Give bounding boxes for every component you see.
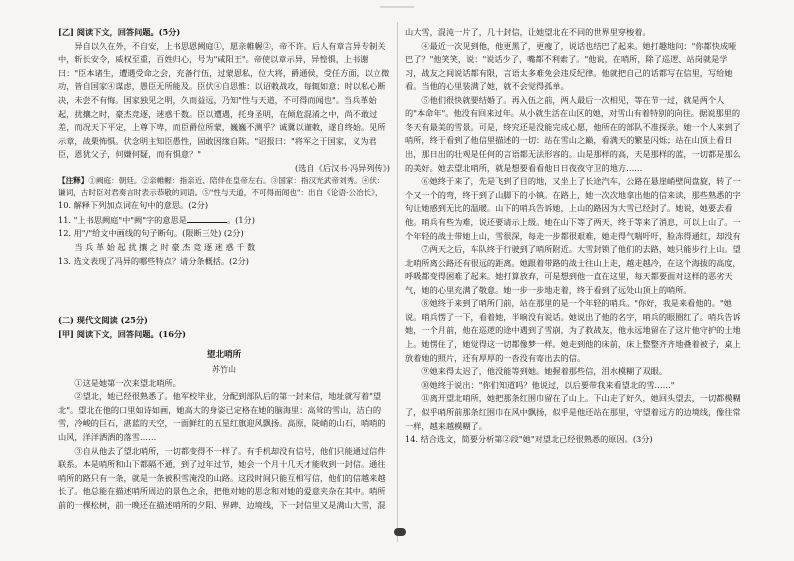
question-11 [58,213,390,228]
paragraph-4: ④最近一次见到他，他更黑了，更瘦了，说话也结巴了起来。她打趣地问："你都快成哑巴了？"他笑笑，说："说话少了，嘴都不利索了。"他说，在哨所，除了巡逻、站岗就是学习，战友之间说话都有限，言语太多难免会违反纪律。他就把自己的话都写在信里，写给她看。当他的心里装满了她，就不会觉得孤单。 [405,40,737,92]
question-11-score: 。(1分) [226,214,255,225]
question-12-sentence: 当 兵 革 始 起 扰 攘 之 时 豪 杰 竞 逐 迷 惑 千 数 [74,241,256,252]
answer-space [58,268,390,314]
paragraph-3: ③自从他去了望北哨所，一切都变得不一样了。有手机却没有信号，他们只能通过信件联系。本是哨所和山下都隔不通，到了过年过节，她会一个月十几天才能收到一封信。通往哨所的路只有一条，就是一条被积雪淹没的山路。这段时间只能互相写信，他们的信越来越长了。他总能在描述哨所周边的景色之余，把他对她的思念和对她的爱意夹杂在其中。哨所前的一棵松树，前一晚还在描述哨所的夕阳、界碑、边境线，下一封信里又是满山大雪，混 [58,445,386,510]
paragraph-9: ⑨她来得太迟了，他没能等到她。她握着那些信，泪水模糊了双眼。 [421,366,668,377]
yi-heading: [乙] 阅读下文，回答问题。(5分) [58,27,181,37]
paragraph-3-cont: 山大雪，混沌一片了，几十封信，让她望北在不同的世界里穿梭着。 [405,27,651,37]
question-13: 13. 选文表现了冯异的哪些特点？请分条概括。(2分) [58,255,249,266]
yi-passage: 异自以久在外，不自安，上书思恩阙庭①，愿亲帷幄②，帝不许。后人有章言异专制关中，斩长安令，威权至重，百姓归心，号为"咸阳王"。帝使以章示异，异惶惧，上书谢曰："臣本诸生，遭遇受命之会，充备行伍，过蒙恩私，位大将，爵通侯，受任方面，以立微功，皆自国家④谋虑，愚臣无所能及。臣伏④自思惟：以诏敕战攻，每辄如意；时以私心断决，未尝不有悔。国家独见之明，久而益远，乃知"性与天道，不可得而闻也"。当兵革始起，扰攘之时，豪杰竞逐，迷惑千数。臣以遭遇，托身圣明，在倾危混淆之中，尚不敢过差，而况天下平定，上尊下卑，而臣爵位所蒙，巍巍不测乎？诚冀以谨敕，遂自终始。见所示章，战栗怖惧。伏念明主知臣愚性，固敢因缘自陈。"诏报曰："将军之于国家，义为君臣，恩犹父子，何嫌何疑，而有惧意？" [58,40,390,160]
annotation-text: ①阙庭：朝廷。②亲帷幄：指亲近、陪伴在皇帝左右。③国家：指汉光武帝刘秀。④伏：谦词，古时臣对君奏言时表示恭敬的词语。⑤"性与天道，不可得而闻也"：出自《论语·公冶长》， [58,176,385,198]
question-12: 12. 用"/"给文中画线的句子断句。(限断三处) (2分) [58,228,244,239]
left-column [58,26,390,513]
answer-blank[interactable] [187,213,227,223]
top-mark [380,6,414,8]
page-number-mark [394,528,406,536]
question-10: 10. 解释下列加点词在句中的意思。(2分) [58,200,209,211]
column-divider [397,22,398,542]
article-title: 望北哨所 [206,350,242,361]
paragraph-2: ②望北，她已经很熟悉了。他军校毕业，分配到部队后的第一封来信，地址就写着"望北"。望北在他的口里如诗如画，她高大的身姿已定格在她的脑海里：高耸的雪山，洁白的雪，冷峻的巨石，湛蓝的天空，一面鲜红的五星红旗迎风飘扬。高原，陡峭的山石，哨哨的山风，洋洋洒洒的落雪…… [58,391,386,442]
article-author: 苏竹山 [212,364,236,374]
paragraph-1: ①这是她第一次来望北哨所。 [74,377,181,388]
paragraph-5: ⑤他们很快就要结婚了。再入伍之前，两人最后一次相见，等在节一过，就是两个人的"本命年"。他没有回来过年。从小就生活在山区的她，对雪山有着特别的向往。据说那里的冬天有最美的雪景。可是，终究还是没能完成心愿，他所在的部队不准探亲。她一个人来到了哨所，终于看到了他信里描述的一切：站在雪山之巅，看满天的繁星闪烁；站在山顶上看日出，那日出的壮观是任何的言语都无法形容的。山是那样的高，天是那样的蓝，一切都是那么的美好。她去望北哨所，就是想要看看他日日夜夜守卫的地方…… [405,94,741,173]
yi-source: (选自《后汉书·冯异列传》) [295,162,390,173]
right-column [405,26,743,447]
paragraph-7: ⑦两天之后，车队终于行驶到了哨所附近。大雪封锁了他们的去路，她只能步行上山。望北哨所离公路还有很远的距离。她跟着带路的战士往山上走，越走越冷，在这个海拔的高度，呼吸都变得困难了起来。她打算放弃，可是想到他一直在这里，每天都要面对这样的恶劣天气，她的心里充满了敬意。她一步一步地走着，终于看到了远处山顶上的哨所。 [405,244,741,295]
paragraph-6: ⑥她终于来了，先是飞到了目的地，又坐上了长途汽车，公路在悬崖峭壁间盘旋，转了一个又一个的弯，终于到了山脚下的小镇。在路上，她一次次地拿出他的信来读，那些熟悉的字句让她感到无比的温暖。山下的哨兵告诉她，上山的路因为大雪已经封了。她说，她要去看他。哨兵有些为难，说还要请示上级。她在山下等了两天，终于等来了消息，可以上山了。一个年轻的战士带她上山，雪很深，每走一步都很艰难，她走得气喘吁吁，脸冻得通红，却没有 [405,176,741,241]
section-2-heading: (二) 现代文阅读 (25分) [58,315,148,326]
paragraph-8: ⑧她终于来到了哨所门前，站在那里的是一个年轻的哨兵。"你好，我是来看他的。"她说。哨兵愣了一下，看着她，半晌没有说话。她说出了他的名字，哨兵的眼圈红了。哨兵告诉她，一个月前，他在巡逻的途中遇到了雪崩，为了救战友，他永远地留在了这片他守护的土地上。她愣住了，她觉得这一切都像梦一样。她走到他的床前，床上整整齐齐地叠着被子，桌上放着她的照片，还有厚厚的一沓没有寄出去的信。 [405,298,741,363]
annotation-label: 【注释】 [58,176,89,186]
question-11-text: 11. "上书思阙庭"中"阙"字的意思是 [58,214,187,225]
question-14: 14. 结合选文，简要分析第②段"她"对望北已经很熟悉的原因。(3分) [405,434,653,445]
paragraph-10: ⑩她终于说出："你们知道吗？他说过，以后要带我来看望北的雪……" [421,379,675,390]
paragraph-11: ⑪离开望北哨所，她把那条红围巾留在了山上。下山走了好久，她回头望去，一切都模糊了，似乎哨所前那条红围巾在风中飘扬，似乎是他还站在那里，守望着远方的边境线，像往常一样，越来越模糊了。 [405,393,741,431]
jia-heading: [甲] 阅读下文，回答问题。(16分) [58,328,186,339]
annotation [58,175,390,199]
